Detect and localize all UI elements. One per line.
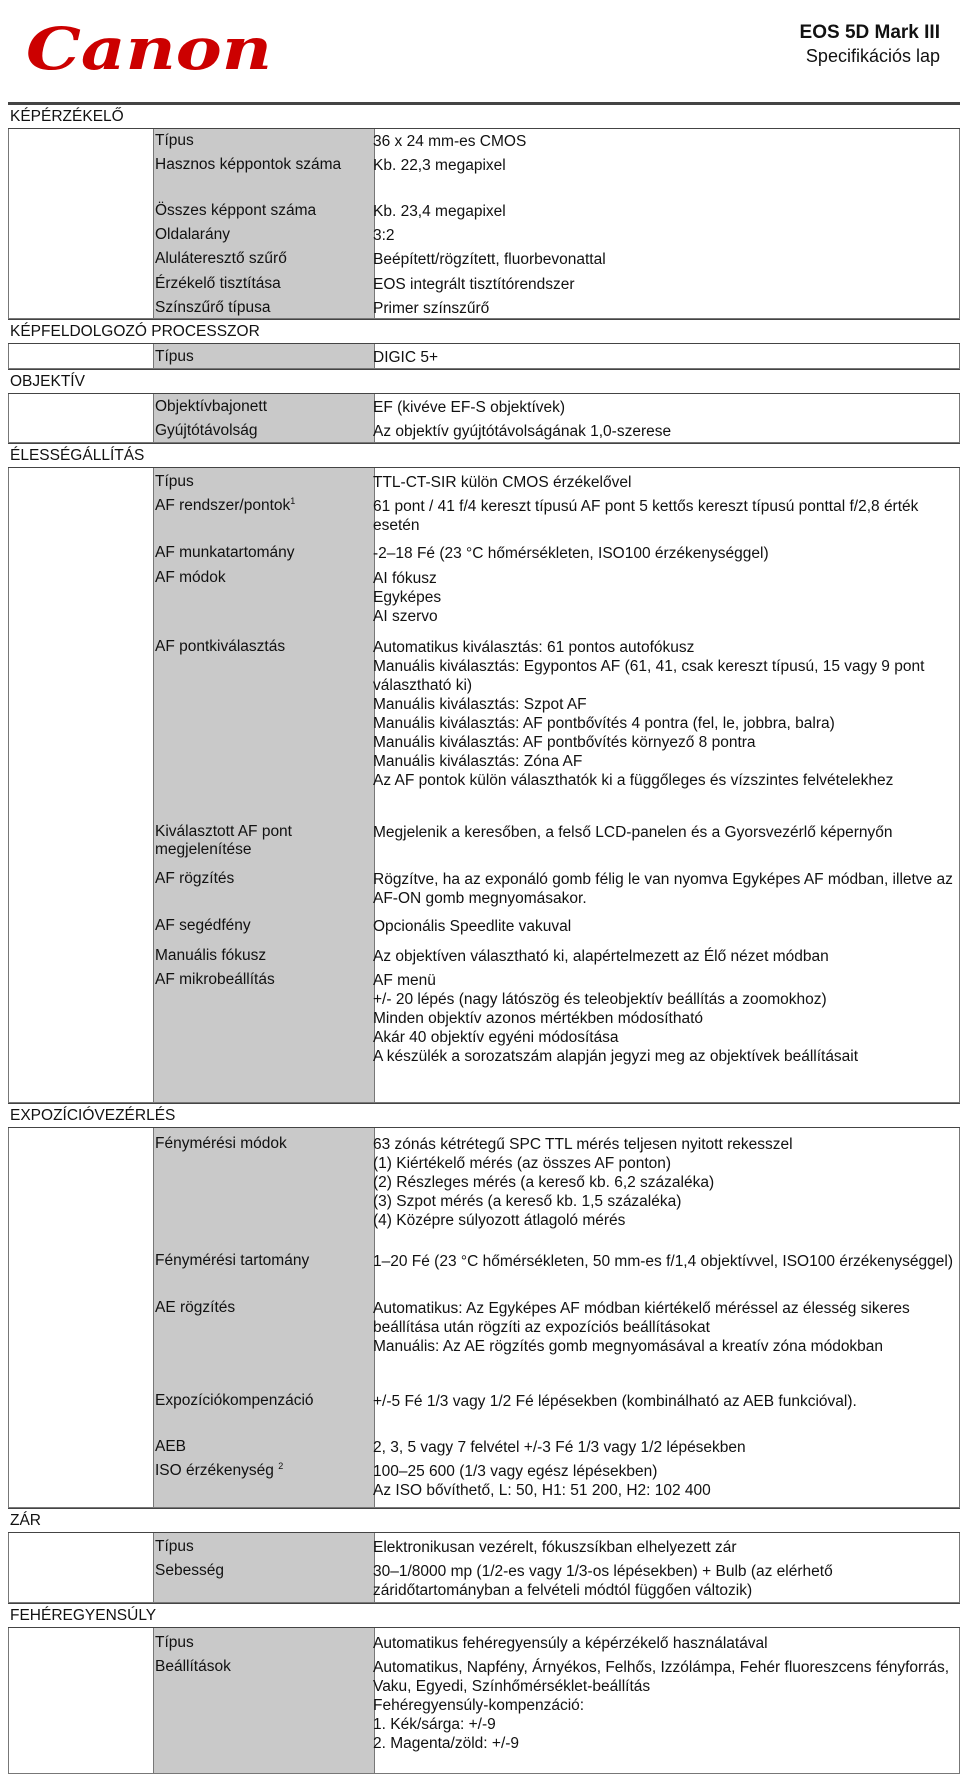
spec-label-text: ISO érzékenység <box>155 1462 274 1479</box>
spec-value: Az objektív gyújtótávolságának 1,0-szerese <box>373 423 672 440</box>
spec-value: DIGIC 5+ <box>373 349 439 366</box>
spec-value: 30–1/8000 mp (1/2-es vagy 1/3-os lépésekben) + Bulb (az elérhető záridőtartományban a felvételi módtól függően változik) <box>373 1563 833 1599</box>
spec-label: AF pontkiválasztás <box>155 638 286 655</box>
spec-label: Sebesség <box>155 1562 224 1579</box>
spec-value-line: 1. Kék/sárga: +/-9 <box>373 1716 496 1733</box>
spec-label: AF módok <box>155 569 226 586</box>
section-title-white-balance: FEHÉREGYENSÚLY <box>8 1603 960 1628</box>
spec-value-line: AF menü <box>373 972 436 989</box>
spec-value <box>373 638 953 790</box>
canon-logo-text: Canon <box>26 20 272 76</box>
spec-value <box>373 971 953 1066</box>
spec-label: Beállítások <box>155 1658 231 1675</box>
section-title-processor: KÉPFELDOLGOZÓ PROCESSZOR <box>8 319 960 344</box>
footnote-marker: 1 <box>290 496 296 506</box>
section-title-shutter: ZÁR <box>8 1508 960 1533</box>
spec-label: Típus <box>155 348 194 365</box>
spec-label: Fénymérési módok <box>155 1135 287 1152</box>
spec-label: Aluláteresztő szűrő <box>155 250 287 267</box>
spec-value-line: Az ISO bővíthető, L: 50, H1: 51 200, H2: 102 400 <box>373 1482 711 1499</box>
spec-value: Kb. 22,3 megapixel <box>373 157 506 174</box>
spec-value: 2, 3, 5 vagy 7 felvétel +/-3 Fé 1/3 vagy 1/2 lépésekben <box>373 1439 746 1456</box>
spec-value-line: Automatikus kiválasztás: 61 pontos autofókusz <box>373 639 695 656</box>
spec-label: Gyújtótávolság <box>155 422 258 439</box>
spec-label <box>155 1462 361 1480</box>
spec-label-text: AF rendszer/pontok <box>155 497 291 514</box>
section-title-lens: OBJEKTÍV <box>8 369 960 394</box>
spec-label: Oldalarány <box>155 226 230 243</box>
spec-value-line: 2. Magenta/zöld: +/-9 <box>373 1735 520 1752</box>
spec-value-line: Manuális kiválasztás: Szpot AF <box>373 696 587 713</box>
spec-value: 36 x 24 mm-es CMOS <box>373 133 527 150</box>
spec-value-line: Az AF pontok külön választhatók ki a függőleges és vízszintes felvételekhez <box>373 772 894 789</box>
spec-label: AF rögzítés <box>155 870 235 887</box>
spec-value: 61 pont / 41 f/4 kereszt típusú AF pont 5 kettős kereszt típusú ponttal f/2,8 érték esetén <box>373 498 919 534</box>
spec-label: Színszűrő típusa <box>155 299 271 316</box>
spec-value-line: 100–25 600 (1/3 vagy egész lépésekben) <box>373 1463 658 1480</box>
spec-value: TTL-CT-SIR külön CMOS érzékelővel <box>373 474 632 491</box>
spec-value: Kb. 23,4 megapixel <box>373 203 506 220</box>
spec-value: Elektronikusan vezérelt, fókuszsíkban elhelyezett zár <box>373 1539 737 1556</box>
spec-label: Típus <box>155 1634 194 1651</box>
spec-value-line: AI szervo <box>373 608 438 625</box>
spec-value: Automatikus fehéregyensúly a képérzékelő használatával <box>373 1635 768 1652</box>
spec-value: +/-5 Fé 1/3 vagy 1/2 Fé lépésekben (kombinálható az AEB funkcióval). <box>373 1393 857 1410</box>
spec-label: AF segédfény <box>155 917 251 934</box>
spec-value: Rögzítve, ha az exponáló gomb félig le van nyomva Egyképes AF módban, illetve az AF-ON gomb megnyomásakor. <box>373 871 953 907</box>
spec-value-line: (1) Kiértékelő mérés (az összes AF ponton) <box>373 1155 672 1172</box>
page-header <box>0 0 960 104</box>
spec-value-line: (2) Részleges mérés (a kereső kb. 6,2 százaléka) <box>373 1174 715 1191</box>
spec-value-line: A készülék a sorozatszám alapján jegyzi meg az objektívek beállításait <box>373 1048 859 1065</box>
document-subtitle: Specifikációs lap <box>805 46 940 66</box>
spec-value-line: Fehéregyensúly-kompenzáció: <box>373 1697 585 1714</box>
spec-label: AF mikrobeállítás <box>155 971 275 988</box>
spec-label: Kiválasztott AF pont megjelenítése <box>155 823 292 858</box>
spec-value <box>373 569 953 626</box>
spec-label: Típus <box>155 132 194 149</box>
spec-label: Objektívbajonett <box>155 398 268 415</box>
spec-value: 1–20 Fé (23 °C hőmérsékleten, 50 mm-es f/1,4 objektívvel, ISO100 érzékenységgel) <box>373 1253 953 1270</box>
spec-value <box>373 1299 953 1356</box>
spec-label: AE rögzítés <box>155 1299 236 1316</box>
spec-value: -2–18 Fé (23 °C hőmérsékleten, ISO100 érzékenységgel) <box>373 545 769 562</box>
spec-label: Hasznos képpontok száma <box>155 156 342 173</box>
spec-value-line: (3) Szpot mérés (a kereső kb. 1,5 százaléka) <box>373 1193 682 1210</box>
spec-value-line: Automatikus, Napfény, Árnyékos, Felhős, Izzólámpa, Fehér fluoreszcens fényforrás, Vaku, Egyedi, Színhőmérséklet-beállítás <box>373 1659 950 1695</box>
spec-value <box>373 1658 953 1753</box>
spec-value: EOS integrált tisztítórendszer <box>373 276 575 293</box>
section-title-focusing: ÉLESSÉGÁLLÍTÁS <box>8 443 960 468</box>
spec-value-line: Manuális kiválasztás: AF pontbővítés környező 8 pontra <box>373 734 756 751</box>
spec-label: Fénymérési tartomány <box>155 1252 310 1269</box>
spec-value-line: Manuális kiválasztás: AF pontbővítés 4 pontra (fel, le, jobbra, balra) <box>373 715 835 732</box>
spec-value-line: Akár 40 objektív egyéni módosítása <box>373 1029 619 1046</box>
spec-value: Megjelenik a keresőben, a felső LCD-panelen és a Gyorsvezérlő képernyőn <box>373 824 893 841</box>
spec-value-line: Manuális: Az AE rögzítés gomb megnyomásával a kreatív zóna módokban <box>373 1338 884 1355</box>
spec-value-line: Egyképes <box>373 589 442 606</box>
spec-value <box>373 1462 953 1500</box>
section-title-exposure: EXPOZÍCIÓVEZÉRLÉS <box>8 1103 960 1128</box>
spec-label: Expozíciókompenzáció <box>155 1392 314 1409</box>
spec-label: Manuális fókusz <box>155 947 267 964</box>
spec-value-line: +/- 20 lépés (nagy látószög és teleobjektív beállítás a zoomokhoz) <box>373 991 827 1008</box>
canon-logo <box>26 20 276 76</box>
spec-value-line: AI fókusz <box>373 570 437 587</box>
spec-label <box>155 497 361 515</box>
spec-value: Az objektíven választható ki, alapértelmezett az Élő nézet módban <box>373 948 829 965</box>
spec-value <box>373 1135 953 1230</box>
spec-value: Primer színszűrő <box>373 300 490 317</box>
spec-value: EF (kivéve EF-S objektívek) <box>373 399 566 416</box>
spec-label: Összes képpont száma <box>155 202 317 219</box>
spec-label: Típus <box>155 473 194 490</box>
spec-value-line: 63 zónás kétrétegű SPC TTL mérés teljesen nyitott rekesszel <box>373 1136 793 1153</box>
spec-label: Típus <box>155 1538 194 1555</box>
spec-value-line: Minden objektív azonos mértékben módosítható <box>373 1010 703 1027</box>
spec-label: AEB <box>155 1438 187 1455</box>
footnote-marker: 2 <box>278 1461 284 1471</box>
section-title-image-sensor: KÉPÉRZÉKELŐ <box>8 104 960 129</box>
spec-value-line: Manuális kiválasztás: Egypontos AF (61, 41, csak kereszt típusú, 15 vagy 9 pont választható ki) <box>373 658 925 694</box>
document-title: EOS 5D Mark III <box>799 22 940 43</box>
spec-value: 3:2 <box>373 227 395 244</box>
spec-value: Beépített/rögzített, fluorbevonattal <box>373 251 606 268</box>
spec-label: Érzékelő tisztítása <box>155 275 281 292</box>
spec-value-line: (4) Középre súlyozott átlagoló mérés <box>373 1212 626 1229</box>
spec-value-line: Manuális kiválasztás: Zóna AF <box>373 753 583 770</box>
spec-label: AF munkatartomány <box>155 544 295 561</box>
spec-value: Opcionális Speedlite vakuval <box>373 918 572 935</box>
spec-value-line: Automatikus: Az Egyképes AF módban kiértékelő méréssel az élesség sikeres beállítása után rögzíti az expozíciós beállításokat <box>373 1300 910 1336</box>
